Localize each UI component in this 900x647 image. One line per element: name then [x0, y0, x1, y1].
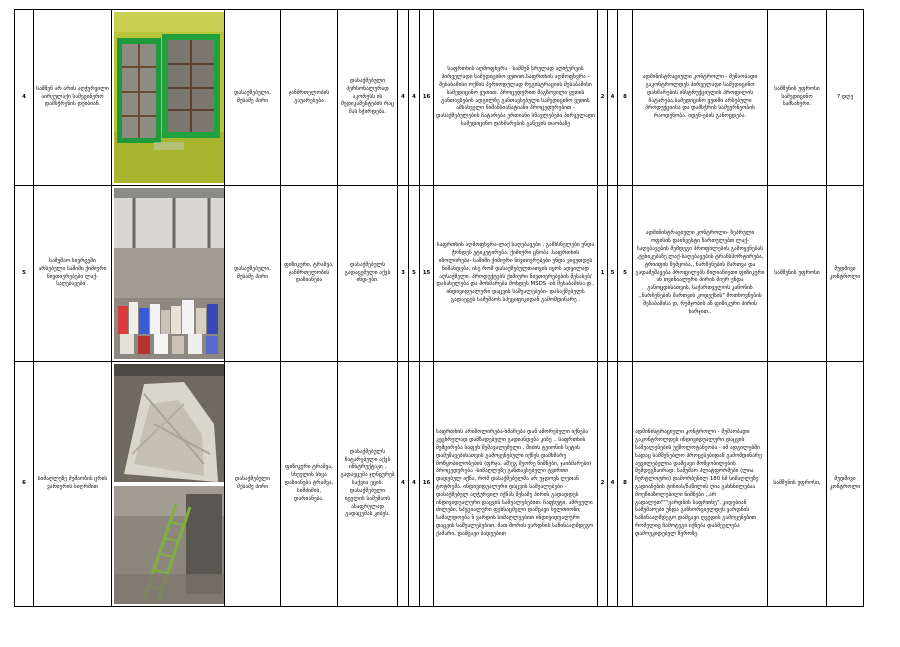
residual-probability: 1: [598, 186, 608, 362]
control-measures: ადმინისტრაციული კონტროლი - მუშაობადი გაკონტროლდეს ინდივიდუალური დაცვის საშუალებების უქმოლოტანეობა - იმ ადგილებში სადაც სამშენებლო პროცესებიდან გამომდინარე აუცილებელია დამცავი მოწყობილების შემდეგნაირად: სამუშაო პლატფორმები (ლია ჩერტლოტრი) დამორბენილ 180 სმ სიმაღლეზე გადიანების ტინიას/ნაწილის ღია გახსნილებაა მოეწიაზოლებილი ნიშნები ,,არ გადალეთ"""ვარდნის საფრთხე", კიდებიან სამუშაოები უნდა განხორციელდეს ვარდნის საწინააღმდეგო დამცავი ღვედის გამოყენებით რომელიც ჩამოტეგი იქნება დაბმეულება დამოუკიდებელ წეროზე.: [633, 362, 768, 607]
responsible-person: სამშენის უფროსი სამედიცინო სამსახური.: [768, 10, 827, 186]
risk-reduction-actions: საფრთხის აღმოფხვრა-ლაქ საღებავები , გამხსნელები უნდა ჭონდეს ეტიკეტირება. ქიმიური ცნობა .საფრთხის იზოლირება- საშიში ქიმიური ნივთიერებები უნდა ვიყუთდეს ნიშანდება, ისე რომ დასაქმებულთათვის იყოს ადვილად აღსაქმელი. პროდუქტებს ქიმიური ნივთიერებების შესახებ/დასახელება და მოხმარება მოხდეს MSDS -ის შესაბამისა დ.. ინდივიდუალური დაცვის საშუალებები- დასაქმებულს გადაეცეს სამუშაოს სპეციფიკიდან გამომდინარე .: [434, 186, 598, 362]
table-row: [15, 10, 864, 186]
initial-risk: 16: [420, 10, 434, 186]
risk-reduction-actions: საფრთხის აღმოფხვრა - სამშენ სრულად აღიჭურვის პირველადი სამედიცინო ყუთით.საფრთხის აღმოფხვრა - შესაბამისი ოქმის პერიოდულად რეგისტრაციის შესაბამისი სამედიცინო ყუთით. პროცედურით მაგზოვილი ყუთის განთავსების ადგილზე განთავსებული სამედიცინო ყუთის ამსახველი ნიშანსიანატიანი პროცედურებით - დასაქმებულების ჩატარება ერთიანი სწავლებები პირველადი სამედიცინო დახმარების გაწევის თაობაზე: [434, 10, 598, 186]
existing-measures: დასაქმებული პერსონალურად აკორესს ის მედიკამენტების რაც მას სჭირდება.: [338, 10, 398, 186]
residual-risk: 8: [618, 362, 633, 607]
table-row: [15, 186, 864, 362]
residual-probability: 2: [598, 362, 608, 607]
possible-harm: ფიზიკური, ტრამვა, ჯანმრთელობის დაზიანება: [281, 186, 338, 362]
risk-assessment-table: [14, 9, 864, 607]
control-measures: ადმინისტრაციული კონტროლი- ზეპრული ოფისის დაინვესტი ჩართულებთ ლაქ-საღებავების შემდეგი პროფილების გამოყენებას ,ტეხიკებაზე ლაქ-საღებავების ტრანსპორტირება, ტრიიფის შემყობა,, ნარჩენების მართვა და გადამუშავება პროფილებს მიღიანიეთი ფიზიკური ან თვინიალური პირის მიერ უნდა განოცდისათვის, საქართველოს კანონის ,,ნარჩენების მართვის კოდექსის" მოთხოვნების შესაბამისა დ, რუმჯობის ან ფიზიკური პირის ხარჯით..: [633, 186, 768, 362]
deadline: მუდმივი კონტროლი: [827, 362, 864, 607]
row-number: 4: [15, 10, 34, 186]
residual-risk: 5: [618, 186, 633, 362]
initial-probability: 4: [398, 10, 409, 186]
row-number: 6: [15, 362, 34, 607]
row-number: 5: [15, 186, 34, 362]
possible-harm: ჯანმრთელობის გაუარესება: [281, 10, 338, 186]
affected-persons: დასაქმებული, მესამე პირი: [225, 186, 281, 362]
existing-measures: დასაქმებულს გადაცემული აქვს ინდ-ები.: [338, 186, 398, 362]
residual-risk: 8: [618, 10, 633, 186]
initial-severity: 4: [409, 10, 420, 186]
risk-reduction-actions: საფრთხის არიზოლირება-ხმარება დან ამორებული იქნება კეცხრულად დამზადებული გადიანდება კიბე .. საფრთხის შემცირება საფეხ შემავალემული , შიძის ტეიონის სეტის დამუშავებისათვის გამოყენებული იქნეს დამხმარე მოწყობილობების (ფრჯა, აშ)ეგ მეორე ნიშნები, ჯაიბმარები) პროცედურება -სიმაღლეზე განთავსებული ტვირთი დადებულ იქნა, რომ დასაქმებულმა არ უჯდოვს ლეთან ტოტრემა. ინდივიდუალური დაცვის საშუალებები - დასაქმებულ აღჭურვილ იქნას შესამე პირის გადადდეს ინდივიდუალური დაცვის საშუალებებით: ჩაფხუტი, ამრეული ძილები, სპეციალური ფეხსაცმელი დამცავი ხელთიონი; სამალდოება ნ ვარდის სიმაღლეებით ინდივიდუალური დაცვის საშუალებებით, მათ შორის ვარდნის საწინააღმდეგო ქამარი, დამცავი ბადეებით: [434, 362, 598, 607]
residual-probability: 2: [598, 10, 608, 186]
responsible-person: სამშენის უფროსი,: [768, 362, 827, 607]
initial-probability: 4: [398, 362, 409, 607]
hazard-description: სამუშაო სივრცეში არსებული საშიში ქიმიური ნივთიერებები ლაქ-საღებავები .: [34, 186, 112, 362]
sacks-ladder-photo: [114, 364, 225, 604]
responsible-person: სამშენის უფროსი: [768, 186, 827, 362]
hazard-description: სამშენ არ არის აღჭურვილი აირეულაქი სამეცინერო დამსჭრენის დეიბიან.: [34, 10, 112, 186]
initial-severity: 5: [409, 186, 420, 362]
deadline: მუდმივი კონტროლი: [827, 186, 864, 362]
hazard-photo-cell: [112, 10, 225, 186]
residual-severity: 4: [608, 10, 618, 186]
table-row: [15, 362, 864, 607]
existing-measures: დასაქმებულს ჩატარებული აქვს ინსტრუქტაჟი , გადაეცემა ჯღნცურებ საქვია ეცის. დასაქმებული იცელის სამუშაოს ასაფრულად გადაცემას კიბეს.: [338, 362, 398, 607]
hazard-photo-cell: [112, 362, 225, 607]
control-measures: ადმინისტრაციული კონტროლი - მუშაობადი გაკონტროლდეს პირველადი სამედიცინო დახმარების ინსტრუქციულის პროფილის ჩატარება.სამედიცინო ყუთში არსებული პროდუქციისა და დამსჭრის სამეურნეობის რაოდენობა. იდენ-ების განოცდება.: [633, 10, 768, 186]
initial-probability: 3: [398, 186, 409, 362]
residual-severity: 5: [608, 186, 618, 362]
green-window-photo: [114, 12, 225, 183]
affected-persons: დასაქმებული მესამე პირი: [225, 362, 281, 607]
paint-cans-photo: [114, 188, 225, 359]
possible-harm: ფიზიკური ტრამვა, სხეულის სხვა დაზიანება ტრამვა, სიმძიმის, დარიანება.: [281, 362, 338, 607]
initial-severity: 4: [409, 362, 420, 607]
initial-risk: 16: [420, 362, 434, 607]
hazard-description: სიმაღლეზე მუშაობის ცრის ვარიერის სიღრმით: [34, 362, 112, 607]
residual-severity: 4: [608, 362, 618, 607]
deadline: 7 დღე: [827, 10, 864, 186]
affected-persons: დასაქმებული, მესამე პირი: [225, 10, 281, 186]
initial-risk: 15: [420, 186, 434, 362]
hazard-photo-cell: [112, 186, 225, 362]
